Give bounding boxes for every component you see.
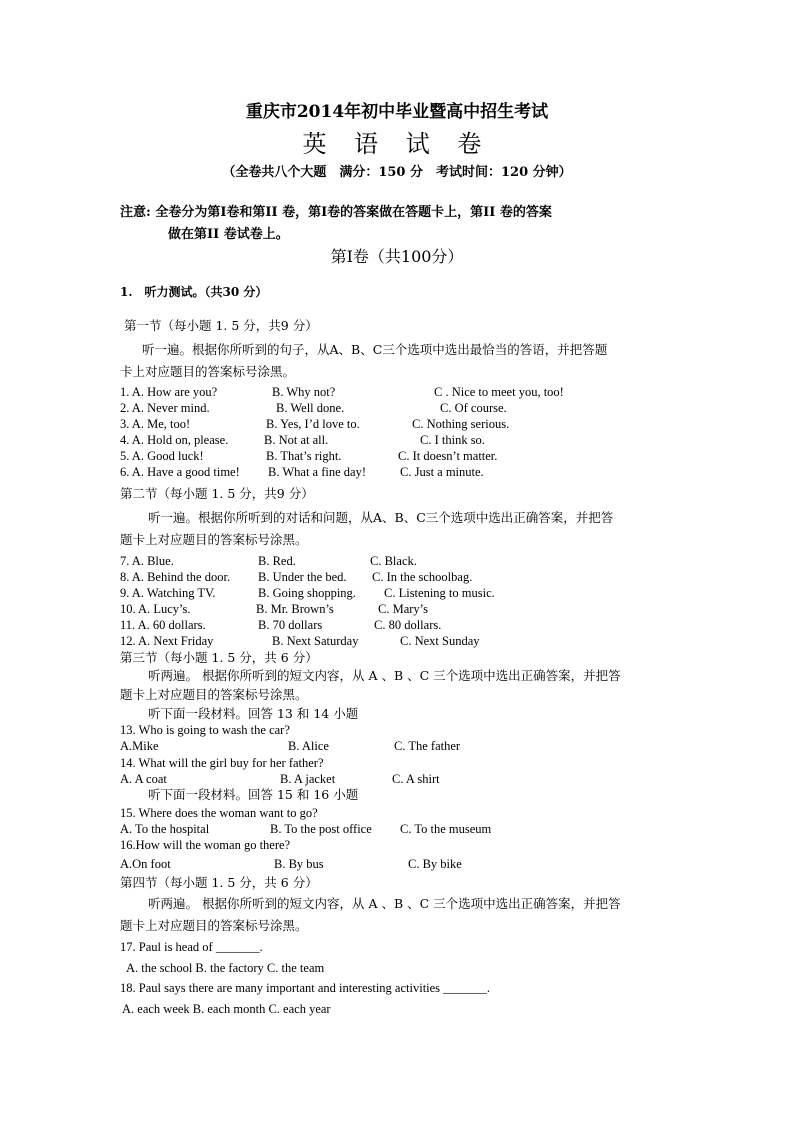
q12-option-c: C. Next Sunday bbox=[400, 634, 480, 648]
q6-option-a: 6. A. Have a good time! bbox=[120, 465, 240, 479]
q8-option-c: C. In the schoolbag. bbox=[372, 570, 473, 584]
q5-option-c: C. It doesn’t matter. bbox=[398, 449, 498, 463]
q16-option-c: C. By bike bbox=[408, 857, 462, 871]
q18-question: 18. Paul says there are many important and interesting activities _______. bbox=[120, 981, 491, 995]
section-1-instruction: 听一遍。根据你所听到的句子，从A、B、C三个选项中选出最恰当的答语，并把答题 bbox=[142, 342, 608, 357]
section-4-instruction-cont: 题卡上对应题目的答案标号涂黑。 bbox=[120, 918, 308, 933]
q1-option-a: 1. A. How are you? bbox=[120, 385, 218, 399]
q7-option-c: C. Black. bbox=[370, 554, 417, 568]
q7-option-a: 7. A. Blue. bbox=[120, 554, 174, 568]
section-2-title: 第二节（每小题 1. 5 分，共9 分） bbox=[120, 486, 314, 501]
q3-option-c: C. Nothing serious. bbox=[412, 417, 510, 431]
q13-option-a: A.Mike bbox=[120, 739, 159, 753]
q11-option-b: B. 70 dollars bbox=[258, 618, 323, 632]
q14-question: 14. What will the girl buy for her father? bbox=[120, 756, 324, 770]
q16-question: 16.How will the woman go there? bbox=[120, 838, 291, 852]
q8-option-b: B. Under the bed. bbox=[258, 570, 347, 584]
q11-option-c: C. 80 dollars. bbox=[374, 618, 442, 632]
q15-question: 15. Where does the woman want to go? bbox=[120, 806, 318, 820]
q17-options: A. the school B. the factory C. the team bbox=[126, 961, 325, 975]
q5-option-b: B. That’s right. bbox=[266, 449, 342, 463]
section-2-instruction-cont: 题卡上对应题目的答案标号涂黑。 bbox=[120, 532, 308, 547]
q13-option-b: B. Alice bbox=[288, 739, 329, 753]
q9-option-b: B. Going shopping. bbox=[258, 586, 356, 600]
exam-title: 重庆市2014年初中毕业暨高中招生考试 bbox=[245, 102, 549, 122]
q6-option-c: C. Just a minute. bbox=[400, 465, 484, 479]
exam-subject: 英 语 试 卷 bbox=[302, 130, 492, 158]
q9-option-c: C. Listening to music. bbox=[384, 586, 495, 600]
section-4-instruction: 听两遍。 根据你所听到的短文内容，从 A 、B 、C 三个选项中选出正确答案，并把答 bbox=[148, 896, 621, 911]
q6-option-b: B. What a fine day! bbox=[268, 465, 366, 479]
q11-option-a: 11. A. 60 dollars. bbox=[120, 618, 206, 632]
section-3-instruction-cont: 题卡上对应题目的答案标号涂黑。 bbox=[120, 687, 308, 702]
section-1-title: 第一节（每小题 1. 5 分，共9 分） bbox=[124, 318, 318, 333]
part-one-title: 第Ⅰ卷（共100分） bbox=[330, 247, 464, 266]
q4-option-c: C. I think so. bbox=[420, 433, 485, 447]
q16-option-b: B. By bus bbox=[274, 857, 324, 871]
section-1-instruction-cont: 卡上对应题目的答案标号涂黑。 bbox=[120, 364, 296, 379]
q12-option-a: 12. A. Next Friday bbox=[120, 634, 214, 648]
q14-option-a: A. A coat bbox=[120, 772, 167, 786]
q9-option-a: 9. A. Watching TV. bbox=[120, 586, 216, 600]
section-3-title: 第三节（每小题 1. 5 分，共 6 分） bbox=[120, 650, 318, 665]
q4-option-a: 4. A. Hold on, please. bbox=[120, 433, 229, 447]
q14-option-c: C. A shirt bbox=[392, 772, 440, 786]
q15-option-a: A. To the hospital bbox=[120, 822, 210, 836]
exam-info: （全卷共八个大题 满分：150 分 考试时间：120 分钟） bbox=[222, 165, 572, 180]
notice-line-2: 做在第II 卷试卷上。 bbox=[168, 227, 289, 242]
q10-option-b: B. Mr. Brown’s bbox=[256, 602, 334, 616]
q2-option-c: C. Of course. bbox=[440, 401, 507, 415]
section-4-title: 第四节（每小题 1. 5 分，共 6 分） bbox=[120, 875, 318, 890]
q13-option-c: C. The father bbox=[394, 739, 461, 753]
q1-option-b: B. Why not? bbox=[272, 385, 336, 399]
q17-question: 17. Paul is head of _______. bbox=[120, 940, 263, 954]
q1-option-c: C . Nice to meet you, too! bbox=[434, 385, 564, 399]
q2-option-b: B. Well done. bbox=[276, 401, 345, 415]
q16-option-a: A.On foot bbox=[120, 857, 171, 871]
section-3-material-1: 听下面一段材料。回答 13 和 14 小题 bbox=[148, 706, 359, 721]
section-3-material-2: 听下面一段材料。回答 15 和 16 小题 bbox=[148, 787, 359, 802]
q3-option-a: 3. A. Me, too! bbox=[120, 417, 191, 431]
q7-option-b: B. Red. bbox=[258, 554, 296, 568]
listening-heading: 1. 听力测试。（共30 分） bbox=[120, 285, 268, 299]
q2-option-a: 2. A. Never mind. bbox=[120, 401, 210, 415]
notice-line-1: 注意: 全卷分为第Ⅰ卷和第II 卷，第Ⅰ卷的答案做在答题卡上，第II 卷的答案 bbox=[120, 205, 552, 220]
q4-option-b: B. Not at all. bbox=[264, 433, 329, 447]
q15-option-c: C. To the museum bbox=[400, 822, 492, 836]
q10-option-c: C. Mary’s bbox=[378, 602, 428, 616]
section-2-instruction: 听一遍。根据你所听到的对话和问题，从A、B、C三个选项中选出正确答案，并把答 bbox=[148, 510, 614, 525]
q8-option-a: 8. A. Behind the door. bbox=[120, 570, 231, 584]
q13-question: 13. Who is going to wash the car? bbox=[120, 723, 290, 737]
section-3-instruction: 听两遍。 根据你所听到的短文内容，从 A 、B 、C 三个选项中选出正确答案，并把答 bbox=[148, 668, 621, 683]
q18-options: A. each week B. each month C. each year bbox=[122, 1002, 331, 1016]
q15-option-b: B. To the post office bbox=[270, 822, 372, 836]
q10-option-a: 10. A. Lucy’s. bbox=[120, 602, 191, 616]
q12-option-b: B. Next Saturday bbox=[272, 634, 359, 648]
q14-option-b: B. A jacket bbox=[280, 772, 336, 786]
q5-option-a: 5. A. Good luck! bbox=[120, 449, 204, 463]
q3-option-b: B. Yes, I’d love to. bbox=[266, 417, 360, 431]
